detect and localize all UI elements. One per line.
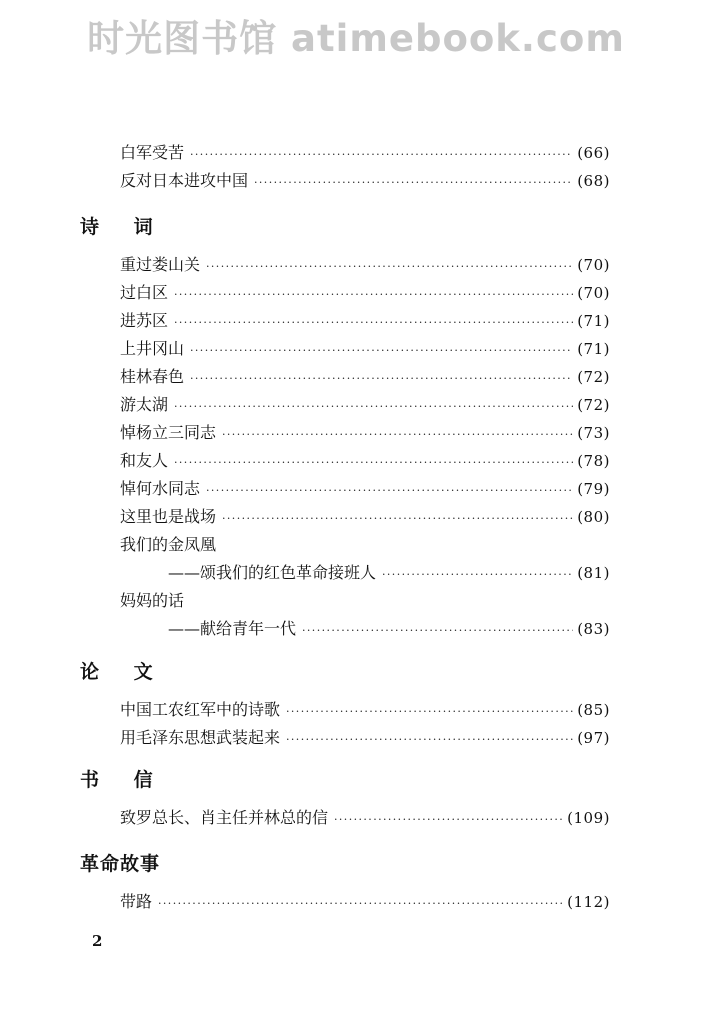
- toc-entry-title: 桂林春色: [120, 367, 185, 386]
- watermark-text: 时光图书馆 atimebook.com: [87, 17, 625, 60]
- section-heading: 诗 词: [80, 216, 167, 238]
- dot-leader: [286, 730, 573, 750]
- toc-entry[interactable]: [120, 143, 610, 165]
- toc-entry[interactable]: [120, 311, 610, 333]
- toc-entry-title: 这里也是战场: [120, 507, 217, 526]
- dot-leader: [302, 621, 573, 641]
- section-heading: 革命故事: [80, 853, 161, 875]
- toc-entry-page: (80): [577, 508, 610, 526]
- toc-entry-page: (72): [577, 368, 610, 386]
- toc-entry-title: 白军受苦: [120, 143, 185, 162]
- toc-entry-title: 重过娄山关: [120, 255, 201, 274]
- toc-entry-title: 用毛泽东思想武装起来: [120, 728, 281, 747]
- toc-entry-title: 进苏区: [120, 311, 169, 330]
- section-heading: 论 文: [80, 661, 167, 683]
- toc-entry[interactable]: [120, 892, 610, 914]
- toc-entry-subtitle: ——颂我们的红色革命接班人: [168, 563, 377, 582]
- toc-entry-title[interactable]: 我们的金凤凰: [120, 535, 217, 554]
- toc-entry[interactable]: [120, 423, 610, 445]
- toc-entry[interactable]: [120, 728, 610, 750]
- toc-entry-page: (71): [577, 312, 610, 330]
- toc-entry-title: 带路: [120, 892, 153, 911]
- toc-entry-page: (97): [577, 729, 610, 747]
- toc-entry-page: (72): [577, 396, 610, 414]
- toc-entry[interactable]: [120, 395, 610, 417]
- section-heading: 书 信: [80, 769, 167, 791]
- toc-entry-page: (70): [577, 256, 610, 274]
- dot-leader: [206, 481, 573, 501]
- toc-entry[interactable]: [120, 367, 610, 389]
- toc-entry-page: (70): [577, 284, 610, 302]
- toc-entry-page: (85): [577, 701, 610, 719]
- toc-entry[interactable]: [120, 451, 610, 473]
- toc-entry-title: 和友人: [120, 451, 169, 470]
- toc-entry-page: (109): [567, 809, 610, 827]
- toc-entry-title: 反对日本进攻中国: [120, 171, 249, 190]
- toc-entry[interactable]: [168, 563, 610, 585]
- toc-entry-title: 中国工农红军中的诗歌: [120, 700, 281, 719]
- dot-leader: [158, 894, 563, 914]
- toc-entry[interactable]: [120, 255, 610, 277]
- toc-entry-page: (79): [577, 480, 610, 498]
- dot-leader: [286, 702, 573, 722]
- toc-entry-title: 过白区: [120, 283, 169, 302]
- toc-entry-title: 悼杨立三同志: [120, 423, 217, 442]
- dot-leader: [174, 285, 573, 305]
- toc-entry-page: (78): [577, 452, 610, 470]
- dot-leader: [222, 509, 573, 529]
- toc-entry[interactable]: [120, 171, 610, 193]
- dot-leader: [174, 313, 573, 333]
- dot-leader: [254, 173, 573, 193]
- toc-entry[interactable]: [120, 700, 610, 722]
- toc-entry-page: (73): [577, 424, 610, 442]
- toc-entry-title: 悼何水同志: [120, 479, 201, 498]
- toc-entry-page: (112): [567, 893, 610, 911]
- toc-entry[interactable]: [120, 339, 610, 361]
- dot-leader: [174, 453, 573, 473]
- toc-entry-page: (68): [577, 172, 610, 190]
- dot-leader: [174, 397, 573, 417]
- toc-entry[interactable]: [120, 808, 610, 830]
- toc-entry-page: (81): [577, 564, 610, 582]
- toc-entry-title: 上井冈山: [120, 339, 185, 358]
- toc-entry-subtitle: ——献给青年一代: [168, 619, 297, 638]
- toc-entry-title: 游太湖: [120, 395, 169, 414]
- dot-leader: [190, 145, 573, 165]
- dot-leader: [190, 341, 573, 361]
- toc-entry-title[interactable]: 妈妈的话: [120, 591, 185, 610]
- dot-leader: [334, 810, 563, 830]
- toc-entry-page: (83): [577, 620, 610, 638]
- dot-leader: [222, 425, 573, 445]
- toc-entry[interactable]: [120, 283, 610, 305]
- toc-entry-page: (66): [577, 144, 610, 162]
- toc-entry[interactable]: [168, 619, 610, 641]
- toc-entry[interactable]: [120, 507, 610, 529]
- toc-entry-page: (71): [577, 340, 610, 358]
- toc-entry-title: 致罗总长、肖主任并林总的信: [120, 808, 329, 827]
- toc-entry[interactable]: [120, 479, 610, 501]
- dot-leader: [190, 369, 573, 389]
- page-number: 2: [92, 932, 103, 950]
- dot-leader: [382, 565, 573, 585]
- dot-leader: [206, 257, 573, 277]
